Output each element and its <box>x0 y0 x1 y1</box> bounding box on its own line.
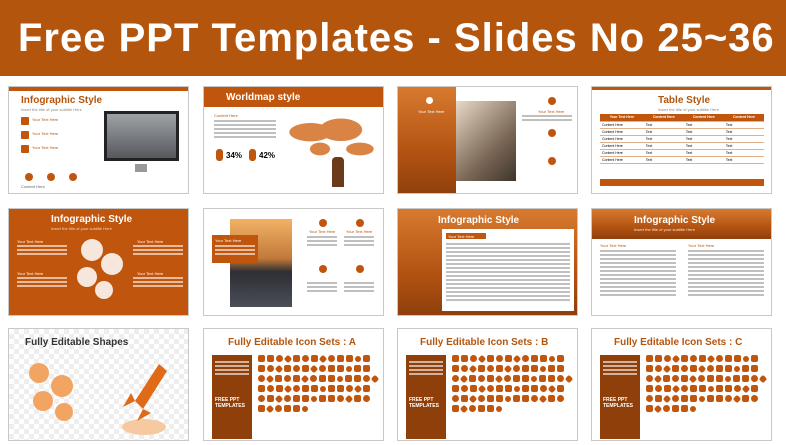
table-header: Your Text Here <box>600 114 644 121</box>
text-lines <box>17 277 67 289</box>
item-label: Your Text Here <box>32 131 59 136</box>
gear-icon <box>356 219 364 227</box>
slide-title: Worldmap style <box>226 92 301 103</box>
slide-title: Infographic Style <box>634 215 716 226</box>
table-cell: Content Here <box>600 121 644 128</box>
table-cell: Content Here <box>600 128 644 135</box>
page-banner-title: Free PPT Templates - Slides No 25~36 <box>0 0 786 76</box>
item-label: Your Text Here <box>418 109 445 114</box>
female-icon <box>249 149 256 161</box>
text-lines <box>214 120 276 140</box>
item-label: Your Text Here <box>137 239 164 244</box>
slide-thumbnail-grid <box>8 86 780 441</box>
slide-top-bar <box>592 87 772 90</box>
rocket-icon <box>109 359 179 439</box>
table-cell: Content Here <box>600 142 644 149</box>
slide-subtitle: Insert the title of your subtitle Here <box>658 107 719 112</box>
radiation-icon <box>319 219 327 227</box>
world-map <box>282 113 377 161</box>
table-cell: Text <box>644 121 684 128</box>
gear-icon <box>81 239 103 261</box>
content-label: Content Here <box>214 113 238 118</box>
item-label: Your Text Here <box>600 243 627 248</box>
slide-title: Infographic Style <box>21 95 103 106</box>
slide-subtitle: Insert the title of your subtitle Here <box>634 227 695 232</box>
table-cell: Text <box>644 128 684 135</box>
table-cell: Text <box>724 135 764 142</box>
radiation-icon <box>25 173 33 181</box>
table-cell: Text <box>724 128 764 135</box>
slide-title: Table Style <box>658 95 711 106</box>
gear-shape <box>29 363 49 383</box>
brand-label: FREE PPT TEMPLATES <box>603 397 633 409</box>
icon-set-c <box>646 355 768 415</box>
table-cell: Text <box>724 149 764 156</box>
text-lines <box>522 115 572 123</box>
slide-title: Fully Editable Icon Sets : B <box>420 337 549 348</box>
table-cell: Text <box>684 135 724 142</box>
slide-title: Fully Editable Icon Sets : A <box>228 337 356 348</box>
item-label: Your Text Here <box>346 229 373 234</box>
icon-set-b <box>452 355 574 415</box>
brand-label: FREE PPT TEMPLATES <box>409 397 439 409</box>
table-cell: Text <box>644 142 684 149</box>
slide-thumb-28[interactable] <box>591 86 772 194</box>
compass-icon <box>356 265 364 273</box>
text-lines <box>307 236 337 248</box>
item-label: Your Text Here <box>309 229 336 234</box>
item-label: Your Text Here <box>137 271 164 276</box>
item-label: Your Text Here <box>17 239 44 244</box>
book-icon <box>69 173 77 181</box>
table-cell: Content Here <box>600 149 644 156</box>
slide-thumb-30[interactable] <box>203 208 384 316</box>
businessman-figure <box>332 157 344 187</box>
slide-thumb-36[interactable] <box>591 328 772 441</box>
text-lines <box>133 277 183 289</box>
slide-thumb-34[interactable] <box>203 328 384 441</box>
item-label: Your Text Here <box>32 117 59 122</box>
table-footer-row <box>600 179 764 186</box>
table-cell: Text <box>684 128 724 135</box>
slide-thumb-26[interactable] <box>203 86 384 194</box>
table-header: Content Here <box>644 114 684 121</box>
gift-icon <box>319 265 327 273</box>
phone-icon <box>426 97 433 104</box>
table-header: Content Here <box>684 114 724 121</box>
slide-title: Fully Editable Shapes <box>25 337 129 348</box>
item-label: Your Text Here <box>538 109 565 114</box>
slide-top-bar <box>9 87 189 91</box>
item-label: Your Text Here <box>688 243 715 248</box>
gear-icon <box>95 281 113 299</box>
interior-photo <box>456 101 516 181</box>
table-cell: Text <box>644 149 684 156</box>
content-label: Content Here <box>21 184 45 189</box>
text-lines <box>344 282 374 294</box>
gear-icon <box>77 267 97 287</box>
table-cell: Text <box>724 121 764 128</box>
table-cell: Text <box>684 121 724 128</box>
monitor-image <box>104 111 179 161</box>
slide-thumb-25[interactable] <box>8 86 189 194</box>
table-cell: Text <box>724 142 764 149</box>
text-lines <box>603 361 637 377</box>
slide-thumb-32[interactable] <box>591 208 772 316</box>
laptop-icon <box>548 157 556 165</box>
text-lines <box>133 245 183 257</box>
slide-subtitle: Insert the title of your subtitle Here <box>51 226 112 231</box>
item-label: Your Text Here <box>32 145 59 150</box>
gear-shape <box>51 375 73 397</box>
text-lines <box>409 361 443 377</box>
gear-icon <box>47 173 55 181</box>
item-label: Your Text Here <box>17 271 44 276</box>
male-icon <box>216 149 223 161</box>
item-label: Your Text Here <box>215 238 242 243</box>
female-percent: 42% <box>259 151 276 160</box>
table-cell: Text <box>684 142 724 149</box>
table-cell: Text <box>644 156 684 163</box>
text-lines <box>446 243 570 303</box>
slide-title: Fully Editable Icon Sets : C <box>614 337 743 348</box>
text-lines <box>600 250 676 298</box>
slide-thumb-35[interactable] <box>397 328 578 441</box>
item-label: Your Text Here <box>448 234 475 239</box>
slide-thumb-33[interactable] <box>8 328 189 441</box>
slide-title: Infographic Style <box>51 214 133 225</box>
gear-icon <box>548 129 556 137</box>
brand-label: FREE PPT TEMPLATES <box>215 397 245 409</box>
table-cell: Text <box>684 149 724 156</box>
gear-shape <box>55 403 73 421</box>
text-lines <box>215 361 249 377</box>
text-lines <box>307 282 337 294</box>
table-cell: Content Here <box>600 135 644 142</box>
table-cell: Text <box>724 156 764 163</box>
slide-thumb-29[interactable] <box>8 208 189 316</box>
check-icon <box>21 131 29 139</box>
slide-thumb-27[interactable] <box>397 86 578 194</box>
table-cell: Content Here <box>600 156 644 163</box>
slide-title: Infographic Style <box>438 215 520 226</box>
gear-shape <box>33 391 53 411</box>
icon-set-a <box>258 355 380 415</box>
data-table <box>600 114 764 164</box>
male-percent: 34% <box>226 151 243 160</box>
check-icon <box>21 145 29 153</box>
slide-thumb-31[interactable] <box>397 208 578 316</box>
monitor-stand <box>135 164 147 172</box>
mobile-icon <box>548 97 556 105</box>
gear-icon <box>101 253 123 275</box>
text-lines <box>17 245 67 257</box>
table-cell: Text <box>684 156 724 163</box>
slide-subtitle: Insert the title of your subtitle Here <box>21 107 82 112</box>
harbor-photo <box>230 219 292 307</box>
text-lines <box>688 250 764 298</box>
text-lines <box>344 236 374 248</box>
table-header: Content Here <box>724 114 764 121</box>
check-icon <box>21 117 29 125</box>
table-cell: Text <box>644 135 684 142</box>
text-lines <box>215 245 255 257</box>
